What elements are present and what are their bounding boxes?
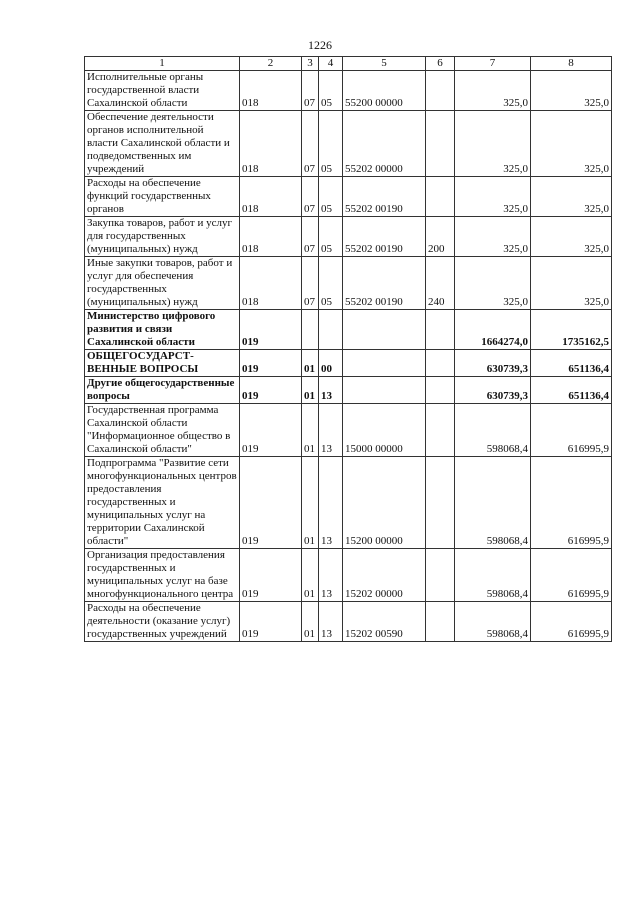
row-cell-c3: 01 [302,602,319,642]
column-header: 2 [240,57,302,71]
row-cell-c8: 616995,9 [531,602,612,642]
row-cell-c6 [426,111,455,177]
row-name-cell: ОБЩЕГОСУДАРСТ-ВЕННЫЕ ВОПРОСЫ [85,350,240,377]
row-cell-c4: 05 [319,177,343,217]
table-row [85,457,612,549]
row-cell-c4 [319,310,343,350]
row-cell-c7: 325,0 [455,71,531,111]
row-cell-c7: 598068,4 [455,549,531,602]
budget-table [84,56,612,642]
row-cell-c5: 15000 00000 [343,404,426,457]
row-cell-c8: 616995,9 [531,549,612,602]
column-header: 1 [85,57,240,71]
row-cell-c3: 01 [302,377,319,404]
row-cell-c5 [343,310,426,350]
row-cell-c8: 616995,9 [531,457,612,549]
column-header: 6 [426,57,455,71]
table-row [85,71,612,111]
row-cell-c8: 1735162,5 [531,310,612,350]
row-cell-c7: 598068,4 [455,404,531,457]
table-body [85,71,612,642]
row-cell-c5: 55202 00000 [343,111,426,177]
row-cell-c2: 019 [240,457,302,549]
row-cell-c4: 05 [319,257,343,310]
row-cell-c7: 598068,4 [455,457,531,549]
table-row [85,217,612,257]
row-cell-c2: 019 [240,350,302,377]
row-cell-c2: 019 [240,310,302,350]
table-row [85,377,612,404]
row-cell-c4: 13 [319,457,343,549]
row-cell-c7: 325,0 [455,257,531,310]
row-cell-c6 [426,71,455,111]
table-row [85,350,612,377]
row-name-cell: Закупка товаров, работ и услуг для государственных (муниципальных) нужд [85,217,240,257]
row-cell-c6 [426,177,455,217]
row-cell-c4: 00 [319,350,343,377]
row-cell-c6 [426,404,455,457]
table-row [85,257,612,310]
row-name-cell: Исполнительные органы государственной власти Сахалинской области [85,71,240,111]
row-cell-c2: 018 [240,177,302,217]
row-cell-c2: 018 [240,71,302,111]
table-row [85,602,612,642]
row-name-cell: Обеспечение деятельности органов исполнительной власти Сахалинской области и подведомственных им учреждений [85,111,240,177]
row-cell-c5: 55202 00190 [343,177,426,217]
table-row [85,549,612,602]
row-name-cell: Другие общегосударственные вопросы [85,377,240,404]
column-header: 4 [319,57,343,71]
row-cell-c5: 55200 00000 [343,71,426,111]
row-cell-c2: 018 [240,217,302,257]
row-cell-c4: 05 [319,111,343,177]
row-cell-c6 [426,350,455,377]
row-cell-c5 [343,377,426,404]
row-cell-c2: 018 [240,257,302,310]
row-cell-c2: 019 [240,404,302,457]
row-cell-c7: 325,0 [455,111,531,177]
row-cell-c6: 200 [426,217,455,257]
row-name-cell: Расходы на обеспечение деятельности (оказание услуг) государственных учреждений [85,602,240,642]
row-cell-c6: 240 [426,257,455,310]
row-cell-c5 [343,350,426,377]
header-row [85,57,612,71]
row-cell-c7: 598068,4 [455,602,531,642]
row-cell-c3: 01 [302,350,319,377]
row-cell-c5: 55202 00190 [343,217,426,257]
row-cell-c5: 15202 00590 [343,602,426,642]
row-name-cell: Организация предоставления государственных и муниципальных услуг на базе многофункционального центра [85,549,240,602]
row-cell-c4: 13 [319,404,343,457]
column-header: 3 [302,57,319,71]
row-cell-c8: 325,0 [531,257,612,310]
table-row [85,177,612,217]
row-cell-c3: 01 [302,549,319,602]
row-cell-c5: 55202 00190 [343,257,426,310]
row-cell-c3 [302,310,319,350]
page-number: 1226 [308,38,332,52]
row-cell-c2: 019 [240,602,302,642]
row-cell-c7: 630739,3 [455,350,531,377]
row-cell-c3: 07 [302,177,319,217]
row-cell-c4: 13 [319,602,343,642]
row-cell-c7: 325,0 [455,217,531,257]
row-name-cell: Государственная программа Сахалинской области "Информационное общество в Сахалинской области" [85,404,240,457]
row-cell-c7: 1664274,0 [455,310,531,350]
column-header: 5 [343,57,426,71]
row-cell-c7: 325,0 [455,177,531,217]
column-header: 8 [531,57,612,71]
row-cell-c4: 05 [319,217,343,257]
row-cell-c7: 630739,3 [455,377,531,404]
table-row [85,111,612,177]
row-cell-c8: 325,0 [531,71,612,111]
row-cell-c3: 01 [302,457,319,549]
row-cell-c8: 325,0 [531,111,612,177]
row-name-cell: Иные закупки товаров, работ и услуг для обеспечения государственных (муниципальных) нужд [85,257,240,310]
row-cell-c3: 07 [302,217,319,257]
row-name-cell: Расходы на обеспечение функций государственных органов [85,177,240,217]
row-cell-c2: 018 [240,111,302,177]
row-cell-c8: 651136,4 [531,377,612,404]
row-cell-c2: 019 [240,549,302,602]
row-cell-c3: 07 [302,71,319,111]
row-cell-c8: 616995,9 [531,404,612,457]
table-row [85,404,612,457]
row-cell-c6 [426,377,455,404]
column-header: 7 [455,57,531,71]
row-cell-c6 [426,310,455,350]
row-cell-c6 [426,549,455,602]
row-cell-c3: 07 [302,257,319,310]
row-cell-c3: 01 [302,404,319,457]
row-cell-c4: 13 [319,377,343,404]
row-cell-c8: 651136,4 [531,350,612,377]
row-cell-c5: 15202 00000 [343,549,426,602]
row-cell-c8: 325,0 [531,217,612,257]
row-cell-c8: 325,0 [531,177,612,217]
row-cell-c4: 05 [319,71,343,111]
row-cell-c6 [426,602,455,642]
table-row [85,310,612,350]
row-name-cell: Министерство цифрового развития и связи Сахалинской области [85,310,240,350]
row-cell-c3: 07 [302,111,319,177]
row-cell-c4: 13 [319,549,343,602]
row-cell-c5: 15200 00000 [343,457,426,549]
row-cell-c6 [426,457,455,549]
row-cell-c2: 019 [240,377,302,404]
row-name-cell: Подпрограмма "Развитие сети многофункциональных центров предоставления государственных и муниципальных услуг на территории Сахалинской области" [85,457,240,549]
